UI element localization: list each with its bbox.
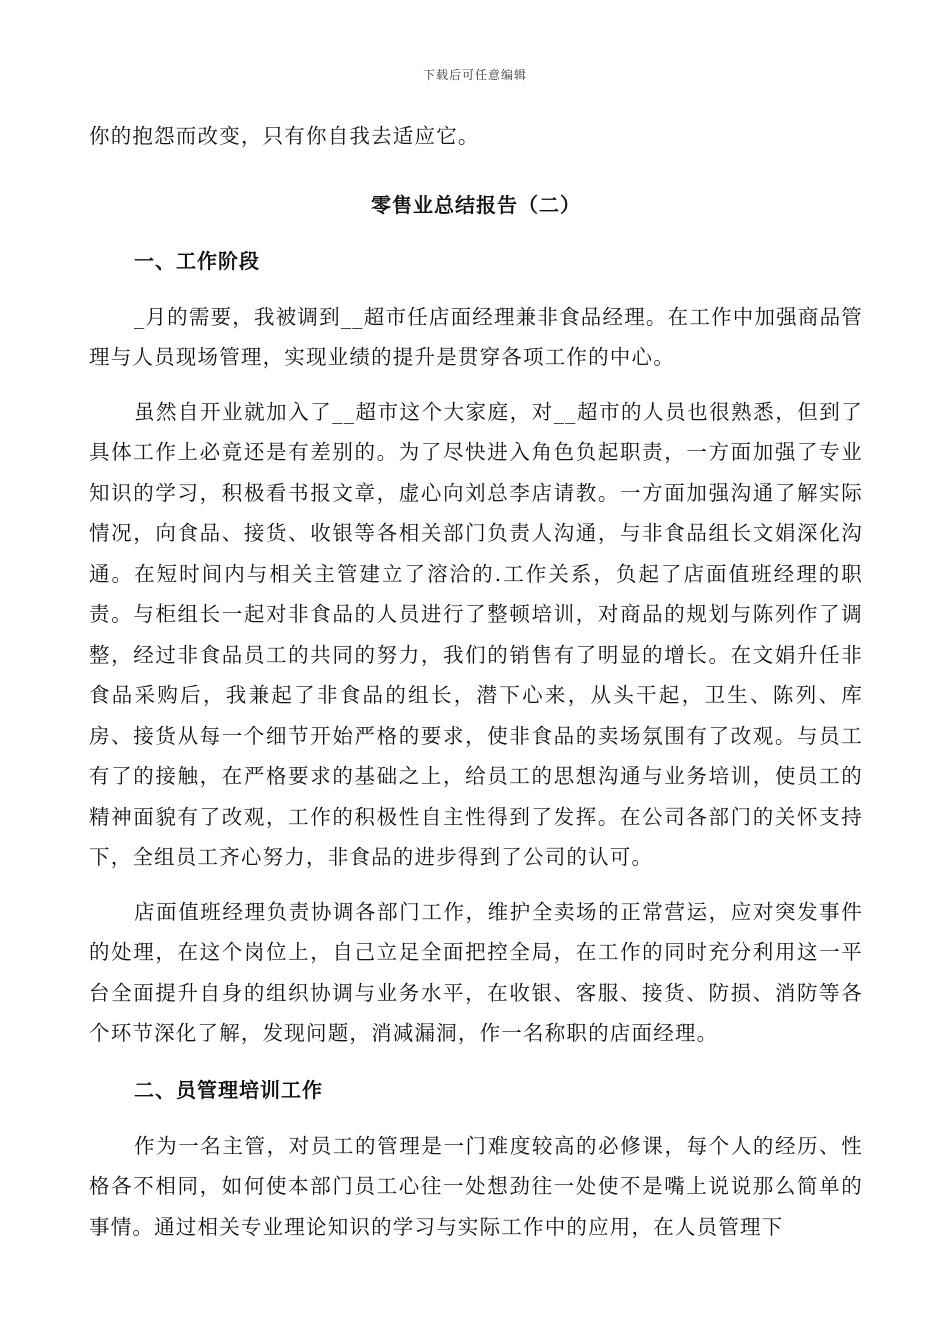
paragraph: 店面值班经理负责协调各部门工作，维护全卖场的正常营运，应对突发事件的处理，在这个岗位上，自己立足全面把控全局，在工作的同时充分利用这一平台全面提升自身的组织协调与业务水平，在收银、客服、接货、防损、消防等各个环节深化了解，发现问题，消减漏洞，作一名称职的店面经理。 bbox=[89, 899, 863, 1045]
section-heading-work-stage: 一、工作阶段 bbox=[134, 248, 260, 273]
paragraph: 作为一名主管，对员工的管理是一门难度较高的必修课，每个人的经历、性格各不相同，如何使本部门员工心往一处想劲往一处使不是嘴上说说那么简单的事情。通过相关专业理论知识的学习与实际工作中的应用，在人员管理下 bbox=[89, 1133, 863, 1239]
page-header-note: 下载后可任意编辑 bbox=[422, 68, 527, 82]
paragraph: _月的需要，我被调到__超市任店面经理兼非食品经理。在工作中加强商品管理与人员现场管理，实现业绩的提升是贯穿各项工作的中心。 bbox=[89, 304, 863, 369]
report-title: 零售业总结报告（二） bbox=[371, 192, 581, 217]
paragraph: 虽然自开业就加入了__超市这个大家庭，对__超市的人员也很熟悉，但到了具体工作上必竟还是有差别的。为了尽快进入角色负起职责，一方面加强了专业知识的学习，积极看书报文章，虚心向刘总李店请教。一方面加强沟通了解实际情况，向食品、接货、收银等各相关部门负责人沟通，与非食品组长文娟深化沟通。在短时间内与相关主管建立了溶洽的.工作关系，负起了店面值班经理的职责。与柜组长一起对非食品的人员进行了整顿培训，对商品的规划与陈列作了调整，经过非食品员工的共同的努力，我们的销售有了明显的增长。在文娟升任非食品采购后，我兼起了非食品的组长，潜下心来，从头干起，卫生、陈列、库房、接货从每一个细节开始严格的要求，使非食品的卖场氛围有了改观。与员工有了的接触，在严格要求的基础之上，给员工的思想沟通与业务培训，使员工的精神面貌有了改观，工作的积极性自主性得到了发挥。在公司各部门的关怀支持下，全组员工齐心努力，非食品的进步得到了公司的认可。 bbox=[89, 399, 863, 869]
opening-line: 你的抱怨而改变，只有你自我去适应它。 bbox=[89, 124, 480, 148]
document-body bbox=[89, 116, 863, 1247]
section-heading-staff-training: 二、员管理培训工作 bbox=[134, 1077, 323, 1102]
